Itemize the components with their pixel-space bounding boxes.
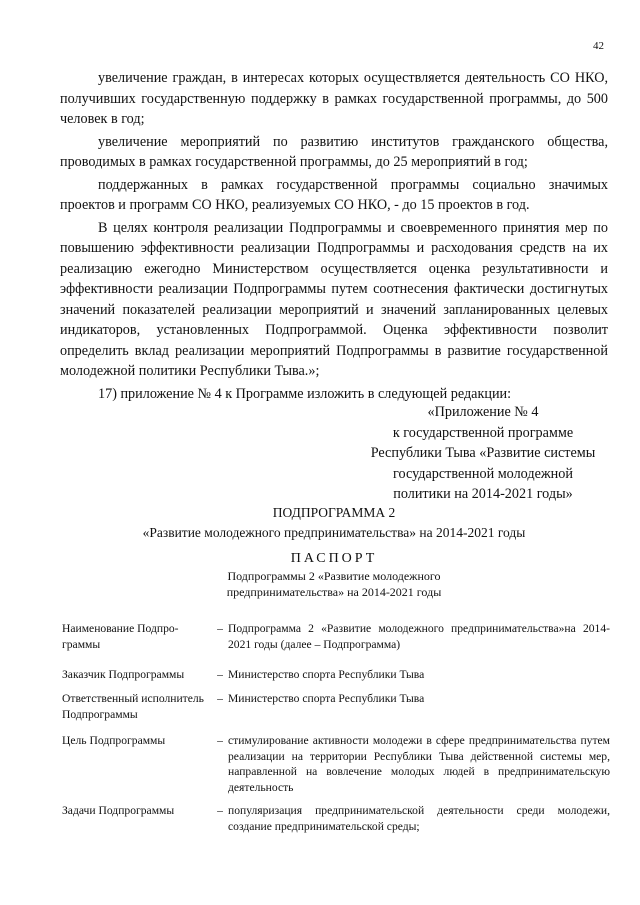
row-label: Цель Подпрограммы: [62, 734, 166, 747]
page-number: 42: [593, 40, 604, 52]
row-dash: –: [217, 804, 223, 817]
row-value: стимулирование активности молодежи в сфере предпринимательства путем реализации на территории Республики Тыва действенной системы мер, направленной на вовлечение молодых людей в предпринимательскую деятельность: [228, 734, 610, 794]
appendix-line: Республики Тыва «Развитие системы: [370, 445, 596, 461]
passport-row: [62, 733, 610, 803]
passport-subtitle-line: Подпрограммы 2 «Развитие молодежного: [227, 569, 441, 583]
row-dash: –: [217, 692, 223, 705]
appendix-header: [350, 402, 616, 505]
paragraph: увеличение граждан, в интересах которых осуществляется деятельность СО НКО, получивших государственную поддержку в рамках государственной программы, до 500 человек в год;: [60, 70, 608, 127]
subprogram-title: ПОДПРОГРАММА 2: [272, 505, 396, 520]
row-label: Заказчик Подпрограммы: [62, 668, 185, 681]
passport-title: ПАСПОРТ: [290, 551, 378, 566]
row-value: Министерство спорта Республики Тыва: [228, 692, 425, 705]
appendix-line: «Приложение № 4: [427, 404, 539, 420]
paragraph: поддержанных в рамках государственной программы социально значимых проектов и программ СО НКО, реализуемых СО НКО, - до 15 проектов в год.: [60, 176, 608, 213]
appendix-line: к государственной программе: [392, 424, 574, 441]
paragraph: В целях контроля реализации Подпрограммы и своевременного принятия мер по повышению эффективности реализации Подпрограммы и расходования средств на их реализацию ежегодно Министерством осуществляется оценка результативности и эффективности реализации Подпрограммы путем соотнесения фактически достигнутых значений показателей реализации мероприятий и значений запланированных целевых индикаторов, установленных Подпрограммой. Оценка эффективности позволит определить вклад реализации мероприятий Подпрограммы в развитие государственной молодежной политики Республики Тыва.»;: [60, 219, 608, 379]
row-dash: –: [217, 622, 223, 635]
passport-row: [62, 667, 610, 691]
paragraph: увеличение мероприятий по развитию институтов гражданского общества, проводимых в рамках государственной программы, до 25 мероприятий в год;: [60, 133, 608, 170]
row-label: Задачи Подпрограммы: [62, 804, 175, 817]
row-value: Подпрограмма 2 «Развитие молодежного предпринимательства»на 2014-2021 годы (далее – Подпрограмма): [228, 622, 610, 651]
passport-subtitle-line: предпринимательства» на 2014-2021 годы: [226, 585, 442, 599]
appendix-line: политики на 2014-2021 годы»: [393, 486, 573, 502]
row-dash: –: [217, 668, 223, 681]
subprogram-subtitle: «Развитие молодежного предпринимательства» на 2014-2021 годы: [142, 525, 526, 540]
appendix-line: государственной молодежной: [393, 465, 573, 482]
row-label: Ответственный исполнитель Подпрограммы: [62, 692, 204, 721]
passport-table: [62, 621, 610, 834]
passport-row: [62, 621, 610, 667]
passport-row: [62, 691, 610, 733]
row-label: Наименование Подпрограммы: [62, 622, 179, 651]
paragraph: 17) приложение № 4 к Программе изложить в следующей редакции:: [98, 385, 512, 402]
passport-row: [62, 803, 610, 834]
row-dash: –: [217, 734, 223, 747]
row-value: популяризация предпринимательской деятельности среди молодежи, создание предпринимательской среды;: [228, 804, 610, 833]
passport-heading: [60, 550, 608, 600]
subprogram-heading: [60, 503, 608, 543]
row-value: Министерство спорта Республики Тыва: [228, 668, 425, 681]
body-text: [60, 68, 608, 406]
